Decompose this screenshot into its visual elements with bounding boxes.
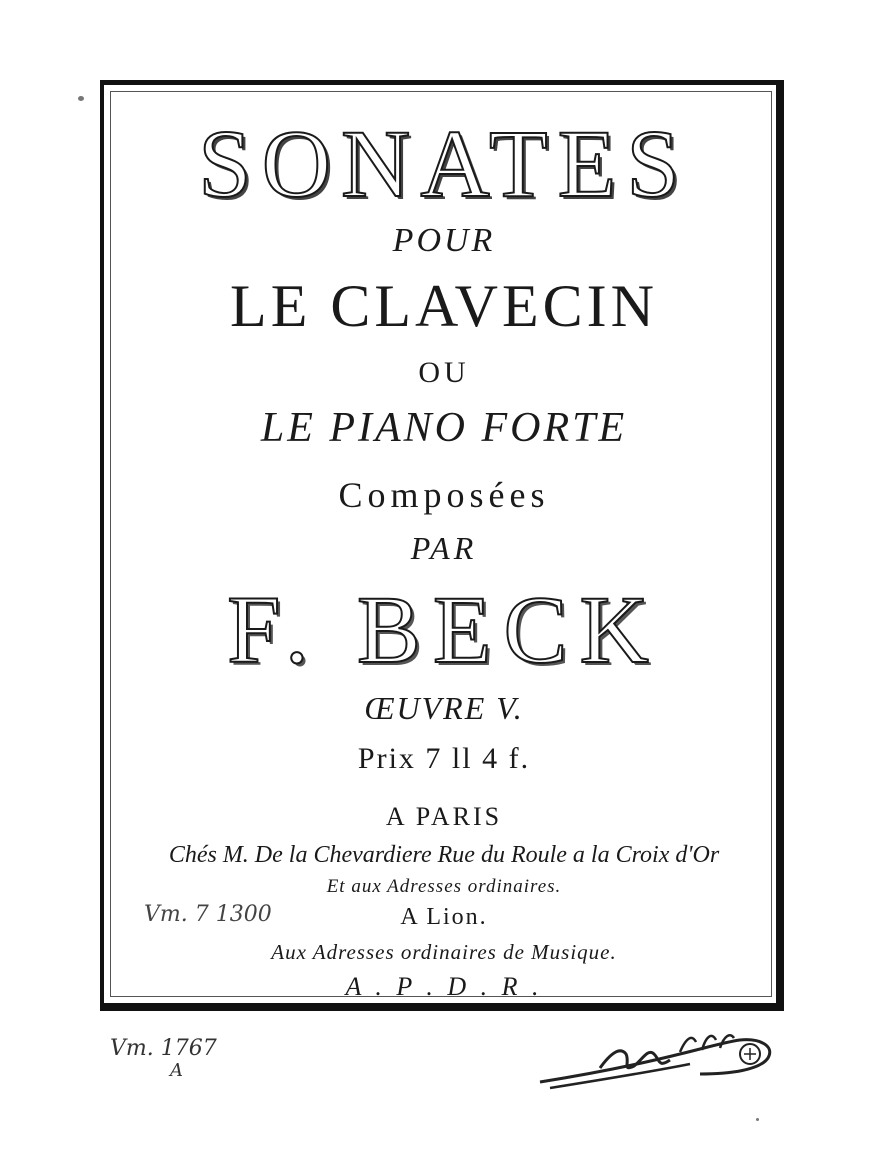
composer-name: F. BECK [227,576,661,683]
instrument-clavecin: LE CLAVECIN [230,273,658,339]
city-paris: A PARIS [385,802,503,831]
pour-line: POUR [392,222,496,259]
call-number: Vm. 1767 [110,1036,217,1061]
instrument-piano-forte: LE PIANO FORTE [260,405,628,451]
privilege-line: A . P . D . R . [345,972,543,1001]
signature-flourish [530,1024,780,1096]
price-line: Prix 7 ll 4 f. [357,742,531,775]
ou-line: OU [418,356,470,389]
inventory-note: Vm. 7 1300 [144,902,272,927]
title: SONATES [198,110,690,217]
paper-speck [756,1118,759,1121]
par-line: PAR [410,530,478,566]
call-number-suffix: A [170,1060,183,1081]
addresses-music: Aux Adresses ordinaires de Musique. [271,940,617,964]
city-lion: A Lion. [400,904,488,930]
publisher-address: Chés M. De la Chevardiere Rue du Roule a la Croix d'Or [168,842,720,868]
addresses-ordinary: Et aux Adresses ordinaires. [326,876,562,897]
opus-number: ŒUVRE V. [364,690,524,726]
composees-line: Composées [338,475,550,515]
paper-speck [78,96,84,101]
